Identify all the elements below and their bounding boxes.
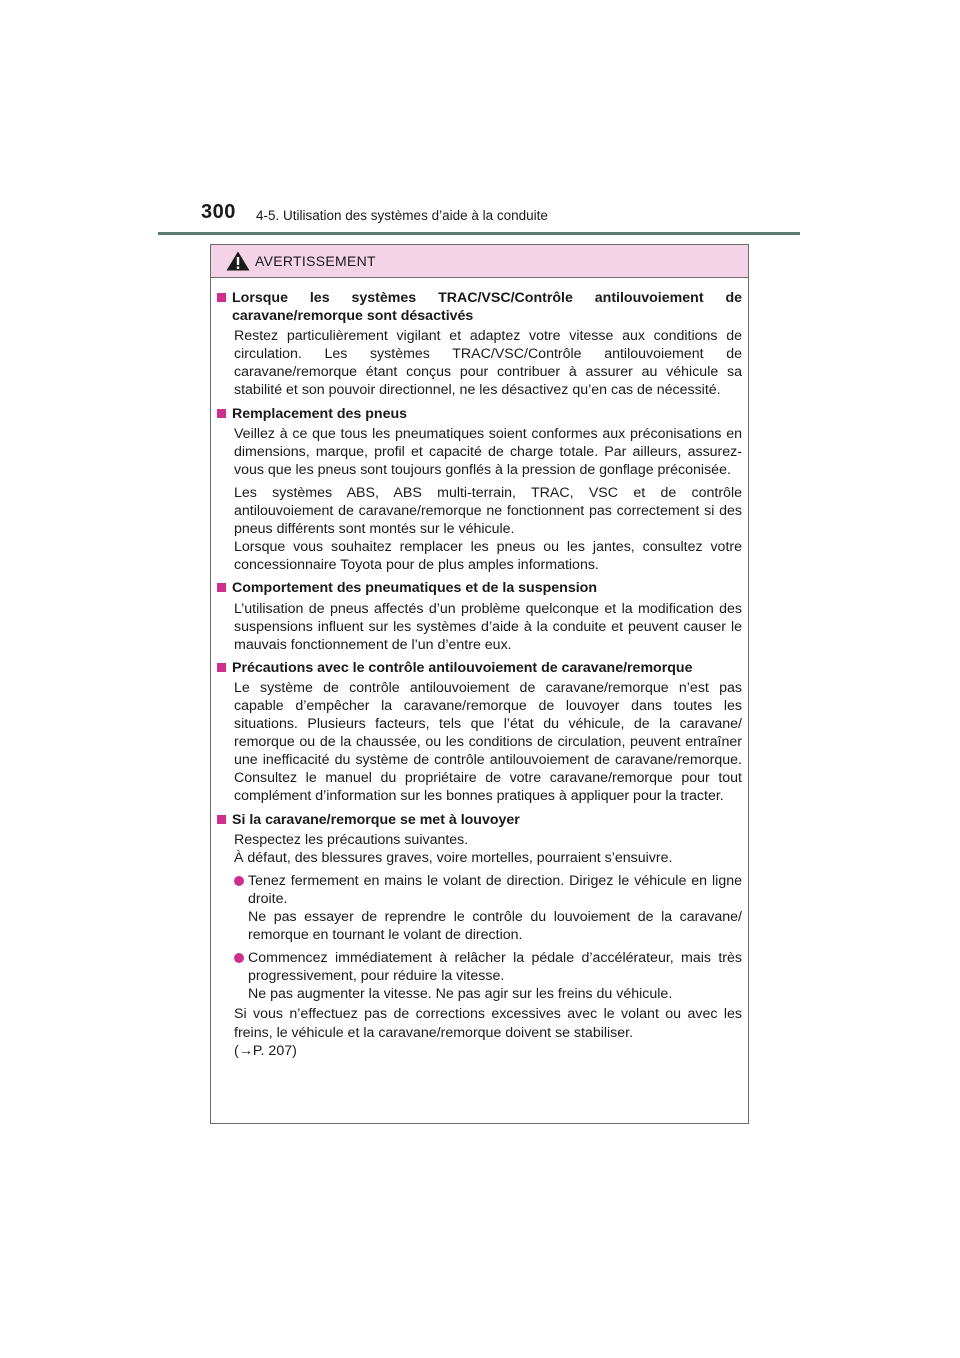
section-heading <box>217 289 742 325</box>
page-number: 300 <box>201 201 236 223</box>
square-bullet-icon <box>217 663 226 672</box>
list-item <box>234 949 742 1003</box>
section-title: 4-5. Utilisation des systèmes d’aide à la conduite <box>256 208 548 223</box>
section-heading <box>217 659 742 677</box>
paragraph-line: Les systèmes ABS, ABS multi-terrain, TRAC, VSC et de contrôle antilouvoiement de caravane/remorque ne fonctionnent pas correctement si des pneus différents sont montés sur le véhicule. <box>234 484 742 538</box>
warning-box <box>210 244 749 1124</box>
square-bullet-icon <box>217 409 226 418</box>
list-item-line: Commencez immédiatement à relâcher la pédale d’accélérateur, mais très progressivement, pour réduire la vitesse. <box>248 950 742 985</box>
warning-body <box>211 278 748 1060</box>
paragraph: L’utilisation de pneus affectés d’un problème quelconque et la modification des suspensions influent sur les systèmes d’aide à la conduite et peuvent causer le mauvais fonctionnement de l’un d’entre eux. <box>234 600 742 653</box>
section-heading-text: Comportement des pneumatiques et de la suspension <box>232 580 598 597</box>
square-bullet-icon <box>217 815 226 824</box>
paragraph <box>234 1005 742 1059</box>
list-item <box>234 872 742 944</box>
warning-title: AVERTISSEMENT <box>255 253 376 269</box>
list-item-line: Tenez fermement en mains le volant de direction. Dirigez le véhicule en ligne droite. <box>248 872 742 907</box>
section-heading <box>217 579 742 597</box>
section-heading-text: Précautions avec le contrôle antilouvoiement de caravane/remorque <box>232 659 693 676</box>
paragraph: Veillez à ce que tous les pneumatiques soient conformes aux préconisations en dimensions, marque, profil et capacité de charge totale. Par ailleurs, assurez-vous que les pneus sont toujours gonflés à la pression de gonflage préconisée. <box>234 425 742 478</box>
section-heading-text: Si la caravane/remorque se met à louvoyer <box>232 811 520 828</box>
section-heading <box>217 405 742 423</box>
list-item-text <box>248 872 742 944</box>
paragraph <box>234 831 742 867</box>
section-heading-text: Remplacement des pneus <box>232 405 408 422</box>
page-reference: (→P. 207) <box>234 1042 297 1059</box>
list-item-line: Ne pas essayer de reprendre le contrôle du louvoiement de la caravane/ remorque en tournant le volant de direction. <box>248 909 742 944</box>
square-bullet-icon <box>217 293 226 302</box>
header-divider <box>158 232 800 235</box>
round-bullet-icon <box>234 953 244 963</box>
section-heading-text: Lorsque les systèmes TRAC/VSC/Contrôle antilouvoiement de caravane/remorque sont désactivés <box>232 290 742 325</box>
paragraph: Restez particulièrement vigilant et adaptez votre vitesse aux conditions de circulation. Les systèmes TRAC/VSC/Contrôle antilouvoiement de caravane/remorque étant conçus pour contribuer à assurer au véhicule sa stabilité et son pouvoir directionnel, ne les désactivez qu’en cas de nécessité. <box>234 328 742 399</box>
list-item-text <box>248 949 742 1003</box>
paragraph-line: Respectez les précautions suivantes. <box>234 831 469 848</box>
paragraph-line: Si vous n’effectuez pas de corrections excessives avec le volant ou avec les freins, le véhicule et la caravane/remorque doivent se stabiliser. <box>234 1006 742 1041</box>
square-bullet-icon <box>217 583 226 592</box>
round-bullet-icon <box>234 876 244 886</box>
warning-header <box>211 245 748 278</box>
warning-triangle-icon <box>226 251 250 271</box>
section-heading <box>217 811 742 829</box>
list-item-line: Ne pas augmenter la vitesse. Ne pas agir sur les freins du véhicule. <box>248 986 673 1003</box>
paragraph: Le système de contrôle antilouvoiement de caravane/remorque n’est pas capable d’empêcher la caravane/remorque de louvoyer dans toutes les situations. Plusieurs facteurs, tels que l’état du véhicule, de la caravane/ remorque ou de la chaussée, ou les conditions de circulation, peuvent entraîner une inefficacité du système de contrôle antilouvoiement de caravane/remorque. Consultez le manuel du propriétaire de votre caravane/remorque pour tout complément d’information sur les bonnes pratiques à appliquer pour la tracter. <box>234 679 742 805</box>
paragraph <box>234 484 742 574</box>
paragraph-line: À défaut, des blessures graves, voire mortelles, pourraient s’ensuivre. <box>234 849 673 866</box>
paragraph-line: Lorsque vous souhaitez remplacer les pneus ou les jantes, consultez votre concessionnaire Toyota pour de plus amples informations. <box>234 539 742 574</box>
